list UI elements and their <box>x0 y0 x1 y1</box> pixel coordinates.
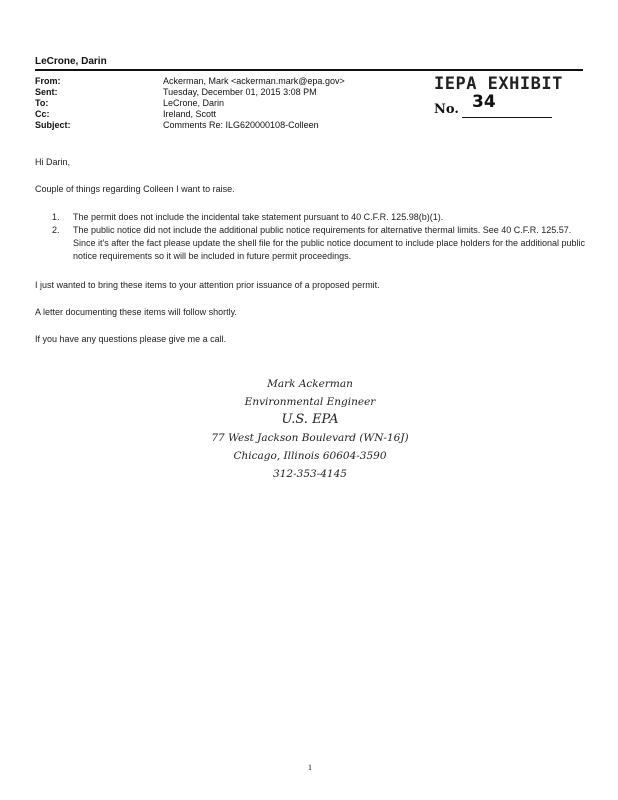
intro-text: Couple of things regarding Colleen I want to raise. <box>35 184 235 194</box>
stamp-no-label: No. <box>434 102 459 117</box>
header-label: Sent: <box>35 87 58 97</box>
stamp-number-line <box>434 92 564 117</box>
page-number: 1 <box>308 763 312 772</box>
signature-phone: 312-353-4145 <box>273 468 347 480</box>
sender-name: LeCrone, Darin <box>35 56 107 67</box>
list-item <box>35 211 590 224</box>
stamp-underline <box>462 117 552 118</box>
paragraph: A letter documenting these items will follow shortly. <box>35 307 237 317</box>
signature-title: Environmental Engineer <box>244 396 376 408</box>
list-number: 1. <box>52 212 60 222</box>
header-label: From: <box>35 76 61 86</box>
header-value: Ackerman, Mark <ackerman.mark@epa.gov> <box>163 76 345 86</box>
list-number: 2. <box>52 225 60 235</box>
signature-agency: U.S. EPA <box>281 412 339 427</box>
list-text: The permit does not include the incidental take statement pursuant to 40 C.F.R. 125.98(b)(1). <box>73 212 444 222</box>
header-label: Subject: <box>35 120 71 130</box>
greeting: Hi Darin, <box>35 157 71 167</box>
paragraph: If you have any questions please give me a call. <box>35 334 227 344</box>
header-value: Ireland, Scott <box>163 109 217 119</box>
paragraph: I just wanted to bring these items to your attention prior issuance of a proposed permit. <box>35 280 380 290</box>
header-value: Comments Re: ILG620000108-Colleen <box>163 120 319 130</box>
header-label: To: <box>35 98 49 108</box>
header-value: LeCrone, Darin <box>163 98 225 108</box>
signature-city: Chicago, Illinois 60604-3590 <box>233 450 387 462</box>
signature-block <box>190 375 430 483</box>
issue-list <box>35 211 590 263</box>
exhibit-stamp <box>434 74 564 117</box>
stamp-number: 34 <box>472 92 496 112</box>
signature-address: 77 West Jackson Boulevard (WN-16J) <box>211 432 409 444</box>
signature-name: Mark Ackerman <box>267 378 353 390</box>
header-value: Tuesday, December 01, 2015 3:08 PM <box>163 87 317 97</box>
header-label: Cc: <box>35 109 50 119</box>
stamp-title: IEPA EXHIBIT <box>434 74 563 94</box>
header-divider <box>35 69 583 71</box>
list-text: The public notice did not include the additional public notice requirements for alternative thermal limits. See 40 C.F.R. 125.57. Since it's after the fact please update the shell file for the public notice document to include place holders for the additional public notice requirements so it will be included in future permit proceedings. <box>73 225 586 261</box>
list-item <box>35 224 590 263</box>
